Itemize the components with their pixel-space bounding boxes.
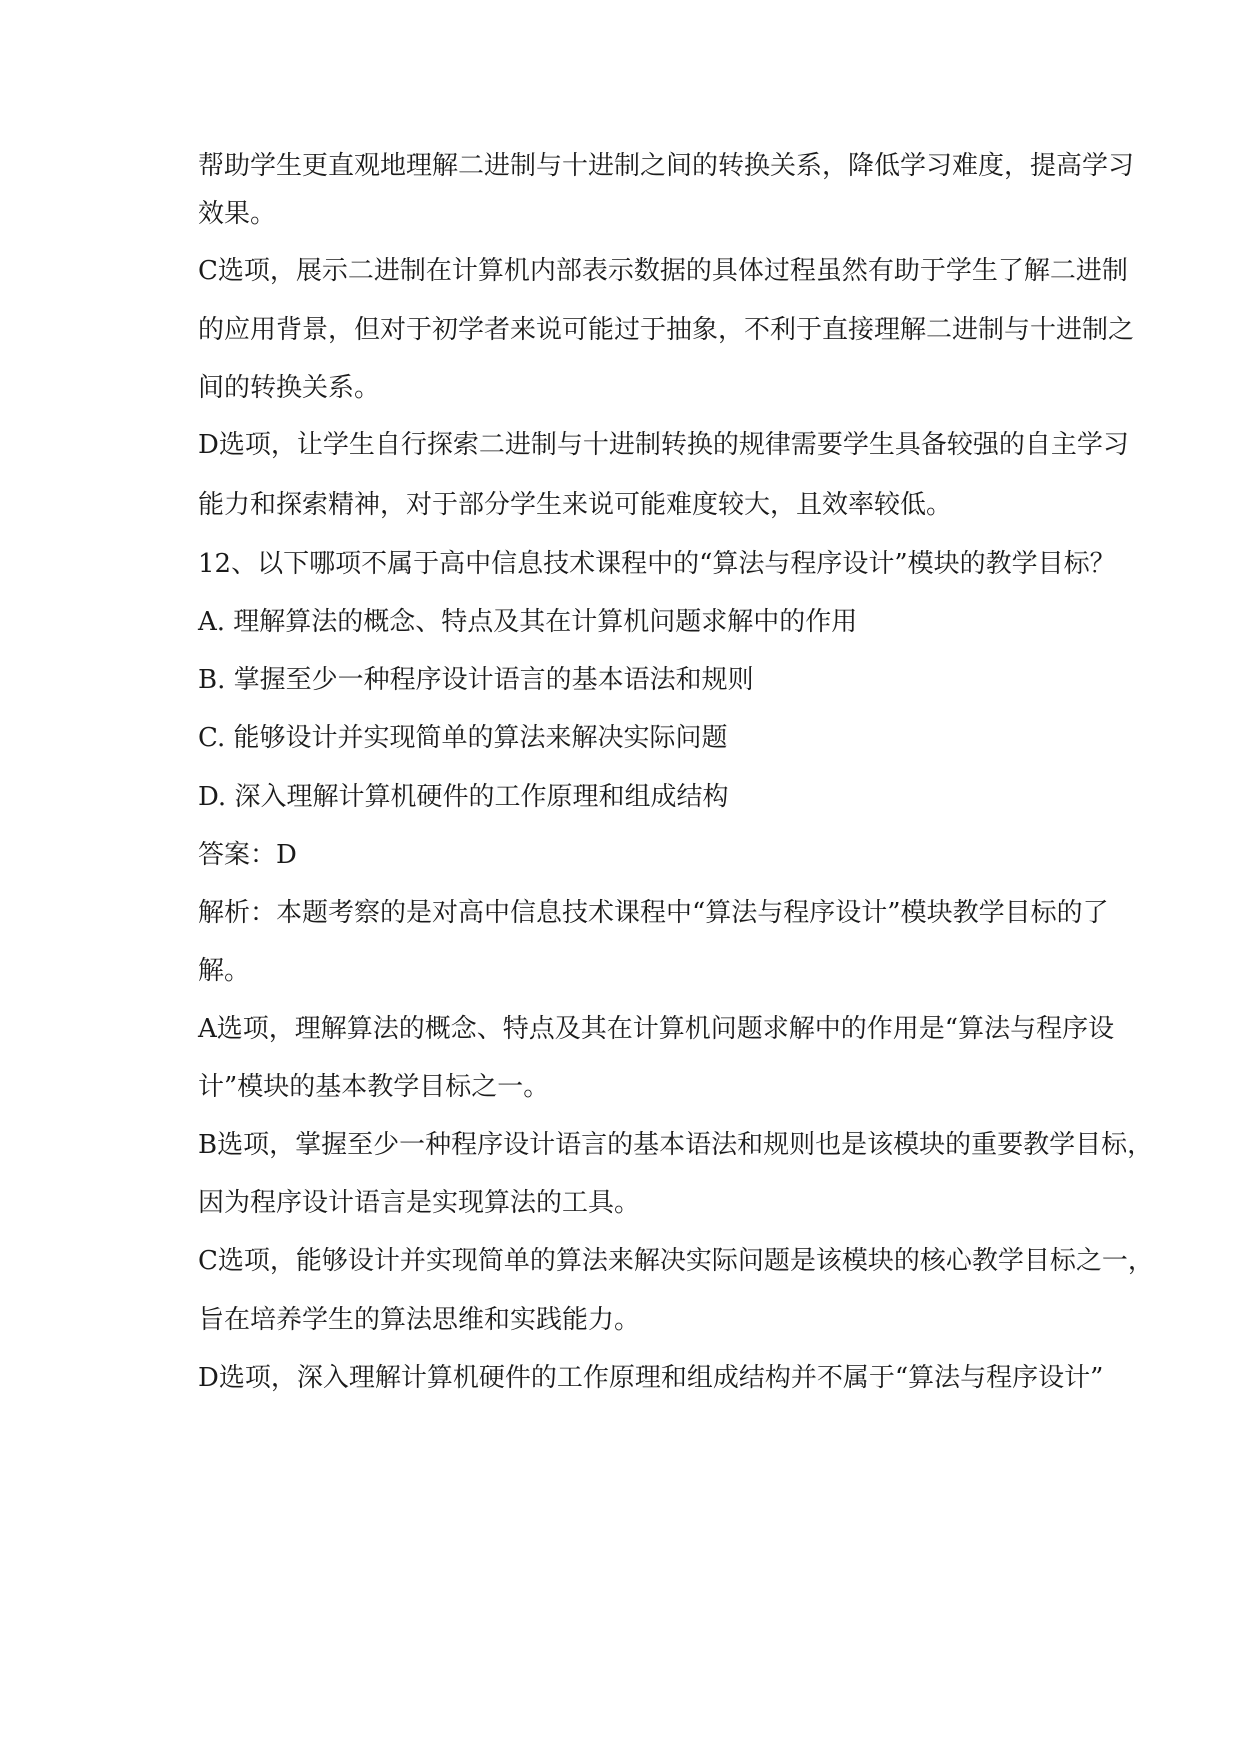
paragraph-line: C选项，展示二进制在计算机内部表示数据的具体过程虽然有助于学生了解二进制 [198,256,1128,286]
analysis-line: 解析：本题考察的是对高中信息技术课程中“算法与程序设计”模块教学目标的了 [198,898,1109,928]
option-d: D. 深入理解计算机硬件的工作原理和组成结构 [198,782,729,812]
option-a: A. 理解算法的概念、特点及其在计算机问题求解中的作用 [198,607,858,637]
paragraph-line: 帮助学生更直观地理解二进制与十进制之间的转换关系，降低学习难度，提高学习 [198,151,1135,181]
option-c: C. 能够设计并实现简单的算法来解决实际问题 [198,723,728,753]
paragraph-line: 效果。 [198,199,277,229]
paragraph-line: D选项，让学生自行探索二进制与十进制转换的规律需要学生具备较强的自主学习 [198,430,1129,460]
question-12-stem: 12、以下哪项不属于高中信息技术课程中的“算法与程序设计”模块的教学目标？ [198,549,1116,579]
paragraph-line: 解。 [198,956,251,986]
answer-line: 答案：D [198,840,297,870]
paragraph-line: 计”模块的基本教学目标之一。 [198,1072,550,1102]
paragraph-line: C选项，能够设计并实现简单的算法来解决实际问题是该模块的核心教学目标之一， [198,1246,1154,1276]
paragraph-line: 能力和探索精神，对于部分学生来说可能难度较大，且效率较低。 [198,490,953,520]
paragraph-line: 的应用背景，但对于初学者来说可能过于抽象，不利于直接理解二进制与十进制之 [198,315,1135,345]
paragraph-line: 间的转换关系。 [198,373,381,403]
option-b: B. 掌握至少一种程序设计语言的基本语法和规则 [198,665,754,695]
paragraph-line: 因为程序设计语言是实现算法的工具。 [198,1188,641,1218]
paragraph-line: D选项，深入理解计算机硬件的工作原理和组成结构并不属于“算法与程序设计” [198,1363,1104,1393]
paragraph-line: A选项，理解算法的概念、特点及其在计算机问题求解中的作用是“算法与程序设 [198,1014,1115,1044]
paragraph-line: B选项，掌握至少一种程序设计语言的基本语法和规则也是该模块的重要教学目标， [198,1130,1154,1160]
paragraph-line: 旨在培养学生的算法思维和实践能力。 [198,1305,641,1335]
